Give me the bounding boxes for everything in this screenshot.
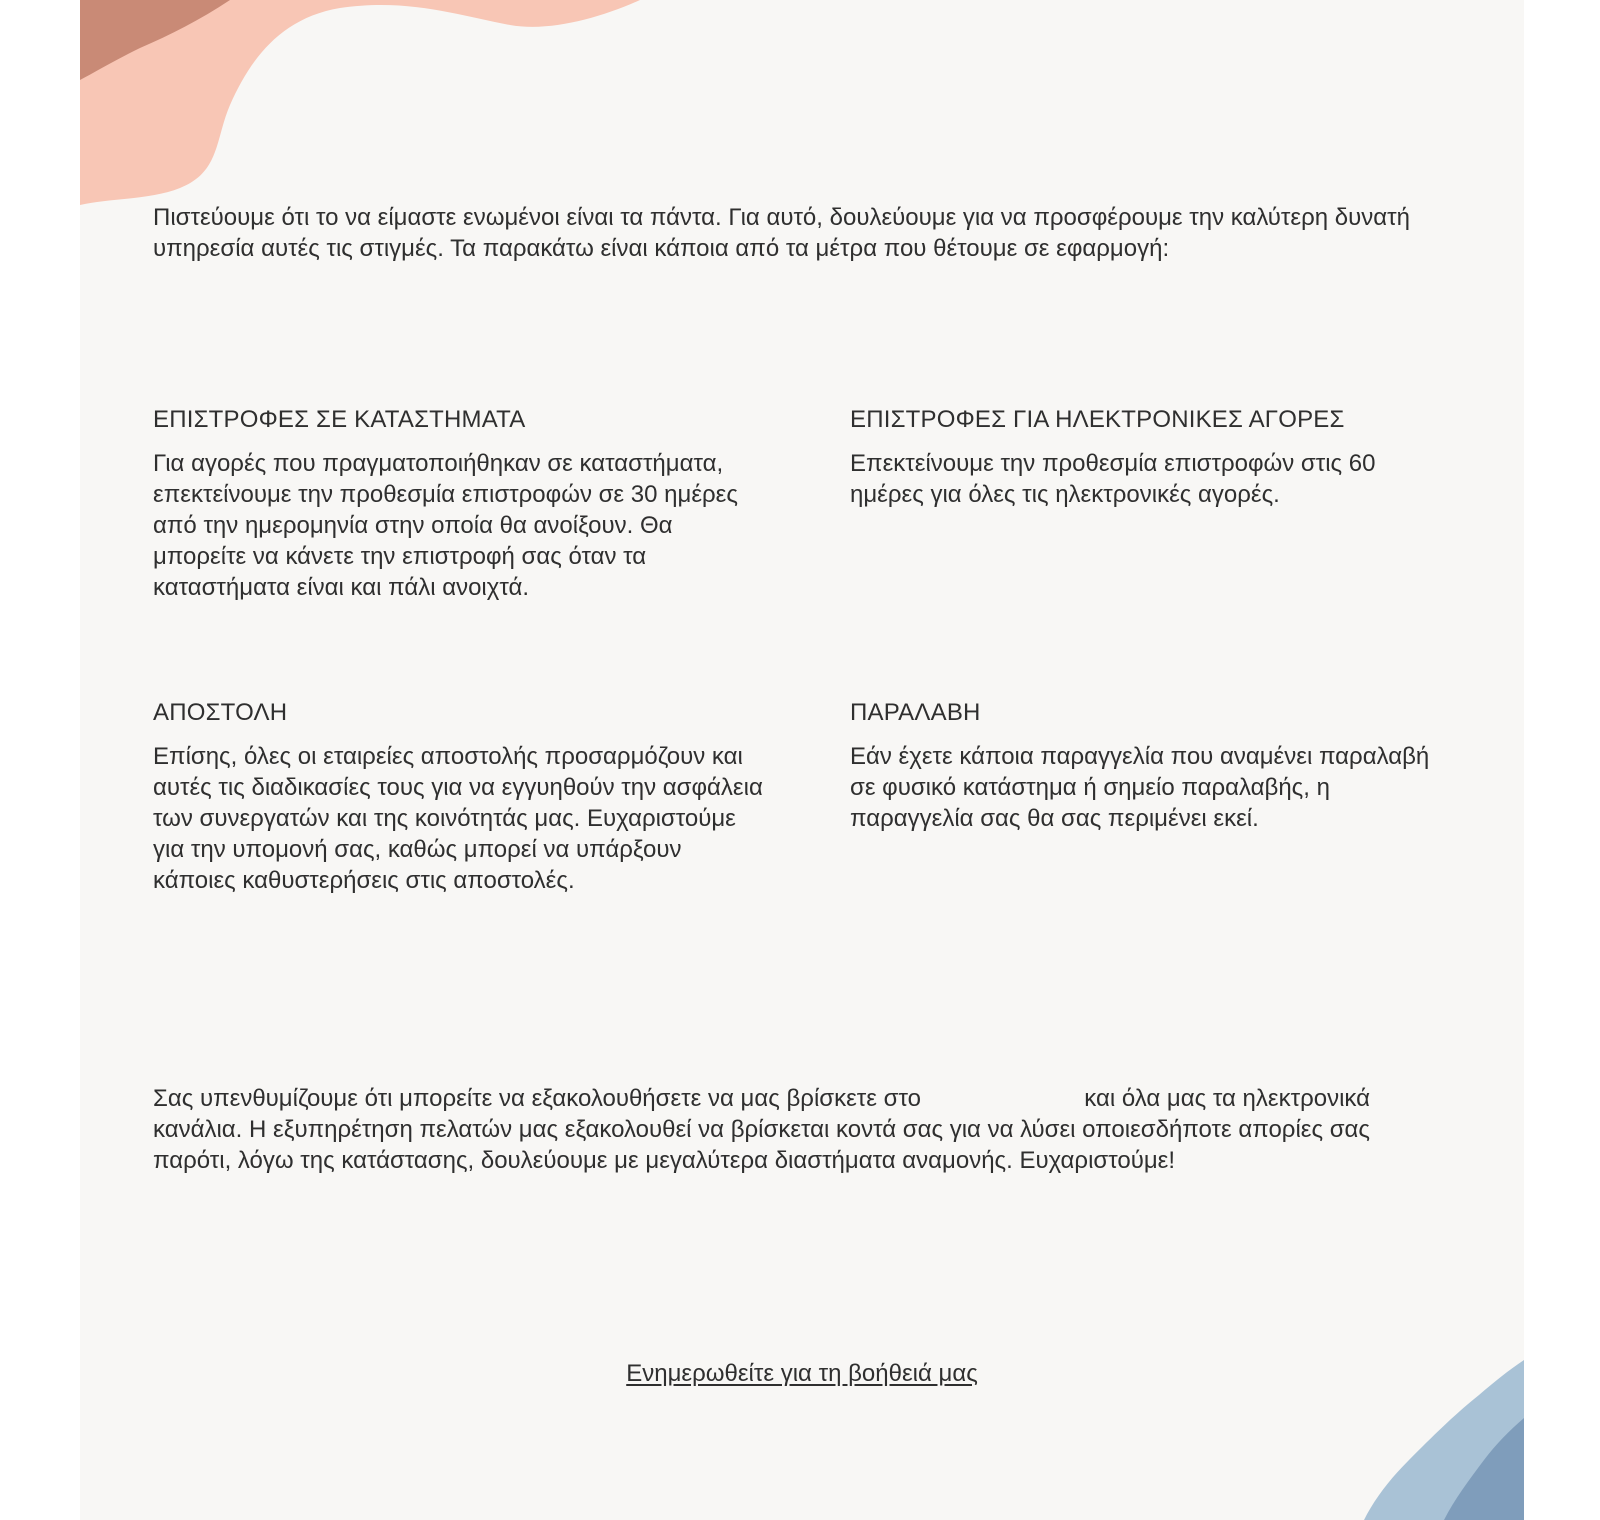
section-online-returns <box>850 405 1430 510</box>
decorative-blob-bottom <box>1344 1360 1524 1520</box>
section-body: Εάν έχετε κάποια παραγγελία που αναμένει παραλαβή σε φυσικό κατάστημα ή σημείο παραλαβής, η παραγγελία σας θα σας περιμένει εκεί. <box>850 743 1430 832</box>
section-title: ΑΠΟΣΤΟΛΗ <box>153 699 288 726</box>
section-body: Επίσης, όλες οι εταιρείες αποστολής προσαρμόζουν και αυτές τις διαδικασίες τους για να εγγυηθούν την ασφάλεια των συνεργατών και της κοινότητάς μας. Ευχαριστούμε για την υπομονή σας, καθώς μπορεί να υπάρξουν κάποιες καθυστερήσεις στις αποστολές. <box>153 743 763 894</box>
email-page <box>80 0 1524 1520</box>
outro-text-before: Σας υπενθυμίζουμε ότι μπορείτε να εξακολουθήσετε να μας βρίσκετε στο <box>153 1085 921 1112</box>
decorative-blob-top <box>80 0 640 205</box>
section-store-returns <box>153 405 753 603</box>
section-shipping <box>153 698 763 896</box>
section-title: ΠΑΡΑΛΑΒΗ <box>850 699 981 726</box>
help-link-container <box>80 1360 1524 1388</box>
help-link[interactable]: Ενημερωθείτε για τη βοήθειά μας <box>626 1360 978 1387</box>
outro-paragraph <box>153 1083 1393 1176</box>
outro-text-after: και όλα μας τα ηλεκτρονικά κανάλια. Η εξυπηρέτηση πελατών μας εξακολουθεί να βρίσκεται κοντά σας για να λύσει οποιεσδήποτε απορίες σας παρότι, λόγω της κατάστασης, δουλεύουμε με μεγαλύτερα διαστήματα αναμονής. Ευχαριστούμε! <box>153 1085 1370 1174</box>
intro-paragraph: Πιστεύουμε ότι το να είμαστε ενωμένοι είναι τα πάντα. Για αυτό, δουλεύουμε για να προσφέρουμε την καλύτερη δυνατή υπηρεσία αυτές τις στιγμές. Τα παρακάτω είναι κάποια από τα μέτρα που θέτουμε σε εφαρμογή: <box>153 204 1410 262</box>
section-title: ΕΠΙΣΤΡΟΦΕΣ ΣΕ ΚΑΤΑΣΤΗΜΑΤΑ <box>153 406 526 433</box>
section-pickup <box>850 698 1440 834</box>
section-body: Για αγορές που πραγματοποιήθηκαν σε καταστήματα, επεκτείνουμε την προθεσμία επιστροφών σε 30 ημέρες από την ημερομηνία στην οποία θα ανοίξουν. Θα μπορείτε να κάνετε την επιστροφή σας όταν τα καταστήματα είναι και πάλι ανοιχτά. <box>153 450 738 601</box>
section-title: ΕΠΙΣΤΡΟΦΕΣ ΓΙΑ ΗΛΕΚΤΡΟΝΙΚΕΣ ΑΓΟΡΕΣ <box>850 406 1345 433</box>
section-body: Επεκτείνουμε την προθεσμία επιστροφών στις 60 ημέρες για όλες τις ηλεκτρονικές αγορές. <box>850 450 1376 508</box>
